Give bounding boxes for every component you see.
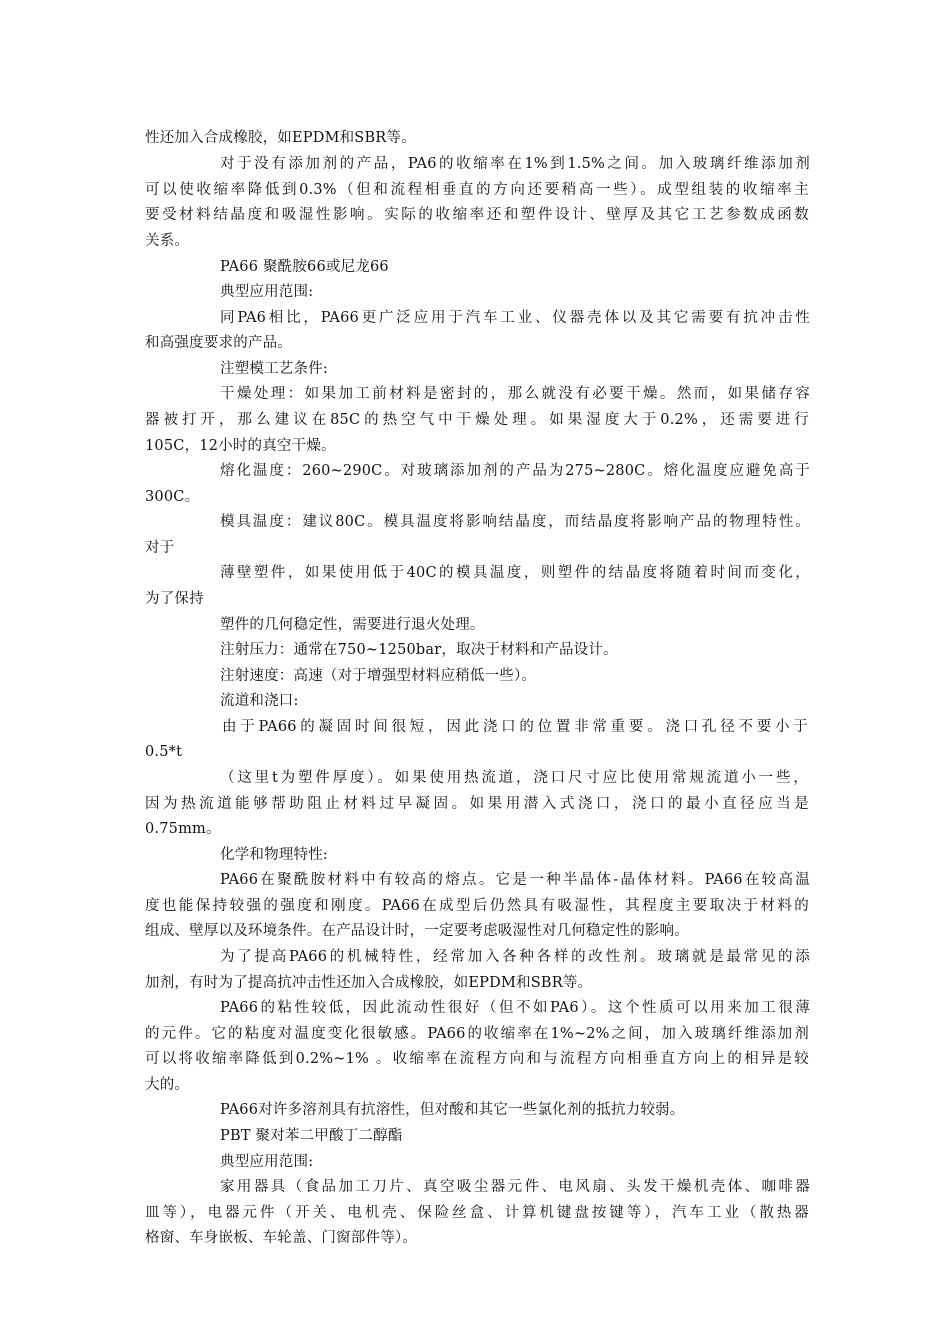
text-line: 同PA6相比，PA66更广泛应用于汽车工业、仪器壳体以及其它需要有抗冲击性 xyxy=(220,310,810,326)
subheading: 流道和浇口: xyxy=(220,693,299,709)
subheading: 注塑模工艺条件: xyxy=(220,361,328,377)
text-line: 大的。 xyxy=(145,1077,190,1093)
text-line: 要受材料结晶度和吸湿性影响。实际的收缩率还和塑件设计、壁厚及其它工艺参数成函数 xyxy=(145,207,809,223)
text-line: 可以使收缩率降低到0.3%（但和流程相垂直的方向还要稍高一些）。成型组装的收缩率主 xyxy=(145,182,809,198)
text-line: 和高强度要求的产品。 xyxy=(145,335,292,351)
text-line: 105C，12小时的真空干燥。 xyxy=(145,438,336,454)
text-line: 皿等），电器元件（开关、电机壳、保险丝盒、计算机键盘按键等），汽车工业（散热器 xyxy=(145,1205,809,1221)
text-line: 干燥处理：如果加工前材料是密封的，那么就没有必要干燥。然而，如果储存容 xyxy=(220,386,810,402)
text-line: PA66的粘性较低，因此流动性很好（但不如PA6）。这个性质可以用来加工很薄 xyxy=(220,1000,810,1016)
text-line: 薄壁塑件，如果使用低于40C的模具温度，则塑件的结晶度将随着时间而变化， xyxy=(220,565,810,581)
text-line: 注射速度：高速（对于增强型材料应稍低一些）。 xyxy=(220,668,537,684)
text-line: 性还加入合成橡胶，如EPDM和SBR等。 xyxy=(145,130,416,146)
text-line: 模具温度：建议80C。模具温度将影响结晶度，而结晶度将影响产品的物理特性。 xyxy=(220,514,810,530)
text-line: 0.5*t xyxy=(145,744,183,760)
text-line: 由于PA66的凝固时间很短，因此浇口的位置非常重要。浇口孔径不要小于 xyxy=(222,719,808,735)
text-line: 对于没有添加剂的产品，PA6的收缩率在1%到1.5%之间。加入玻璃纤维添加剂 xyxy=(220,156,810,172)
text-line: 格窗、车身嵌板、车轮盖、门窗部件等）。 xyxy=(145,1230,418,1246)
section-heading: PA66 聚酰胺66或尼龙66 xyxy=(220,259,389,275)
text-line: 度也能保持较强的强度和刚度。PA66在成型后仍然具有吸湿性，其程度主要取决于材料的 xyxy=(145,898,809,914)
subheading: 典型应用范围: xyxy=(220,1154,314,1170)
text-line: 器被打开，那么建议在85C的热空气中干燥处理。如果湿度大于0.2%，还需要进行 xyxy=(145,412,809,428)
text-line: 对于 xyxy=(145,540,175,556)
subheading: 典型应用范围: xyxy=(220,284,314,300)
text-line: 可以将收缩率降低到0.2%~1% 。收缩率在流程方向和与流程方向相垂直方向上的相异是较 xyxy=(145,1051,809,1067)
text-line: 0.75mm。 xyxy=(145,821,221,837)
text-line: 因为热流道能够帮助阻止材料过早凝固。如果用潜入式浇口，浇口的最小直径应当是 xyxy=(145,796,809,812)
text-line: 300C。 xyxy=(145,489,200,505)
text-line: （这里t为塑件厚度）。如果使用热流道，浇口尺寸应比使用常规流道小一些， xyxy=(220,770,808,786)
text-line: 为了提高PA66的机械特性，经常加入各种各样的改性剂。玻璃就是最常见的添 xyxy=(220,949,810,965)
text-line: 组成、壁厚以及环境条件。在产品设计时，一定要考虑吸湿性对几何稳定性的影响。 xyxy=(145,923,689,939)
text-line: 关系。 xyxy=(145,233,190,249)
text-line: 塑件的几何稳定性，需要进行退火处理。 xyxy=(220,617,485,633)
text-line: PA66对许多溶剂具有抗溶性，但对酸和其它一些氯化剂的抵抗力较弱。 xyxy=(220,1102,685,1118)
text-line: 熔化温度：260~290C。对玻璃添加剂的产品为275~280C。熔化温度应避免高于 xyxy=(220,463,810,479)
text-line: 家用器具（食品加工刀片、真空吸尘器元件、电风扇、头发干燥机壳体、咖啡器 xyxy=(220,1179,810,1195)
subheading: 化学和物理特性: xyxy=(220,847,328,863)
text-line: 为了保持 xyxy=(145,591,204,607)
text-line: 加剂，有时为了提高抗冲击性还加入合成橡胶，如EPDM和SBR等。 xyxy=(145,975,593,991)
text-line: PA66在聚酰胺材料中有较高的熔点。它是一种半晶体-晶体材料。PA66在较高温 xyxy=(220,872,810,888)
text-line: 注射压力：通常在750~1250bar，取决于材料和产品设计。 xyxy=(220,642,618,658)
text-line: 的元件。它的粘度对温度变化很敏感。PA66的收缩率在1%~2%之间，加入玻璃纤维添加剂 xyxy=(145,1026,809,1042)
section-heading: PBT 聚对苯二甲酸丁二醇酯 xyxy=(220,1128,403,1144)
